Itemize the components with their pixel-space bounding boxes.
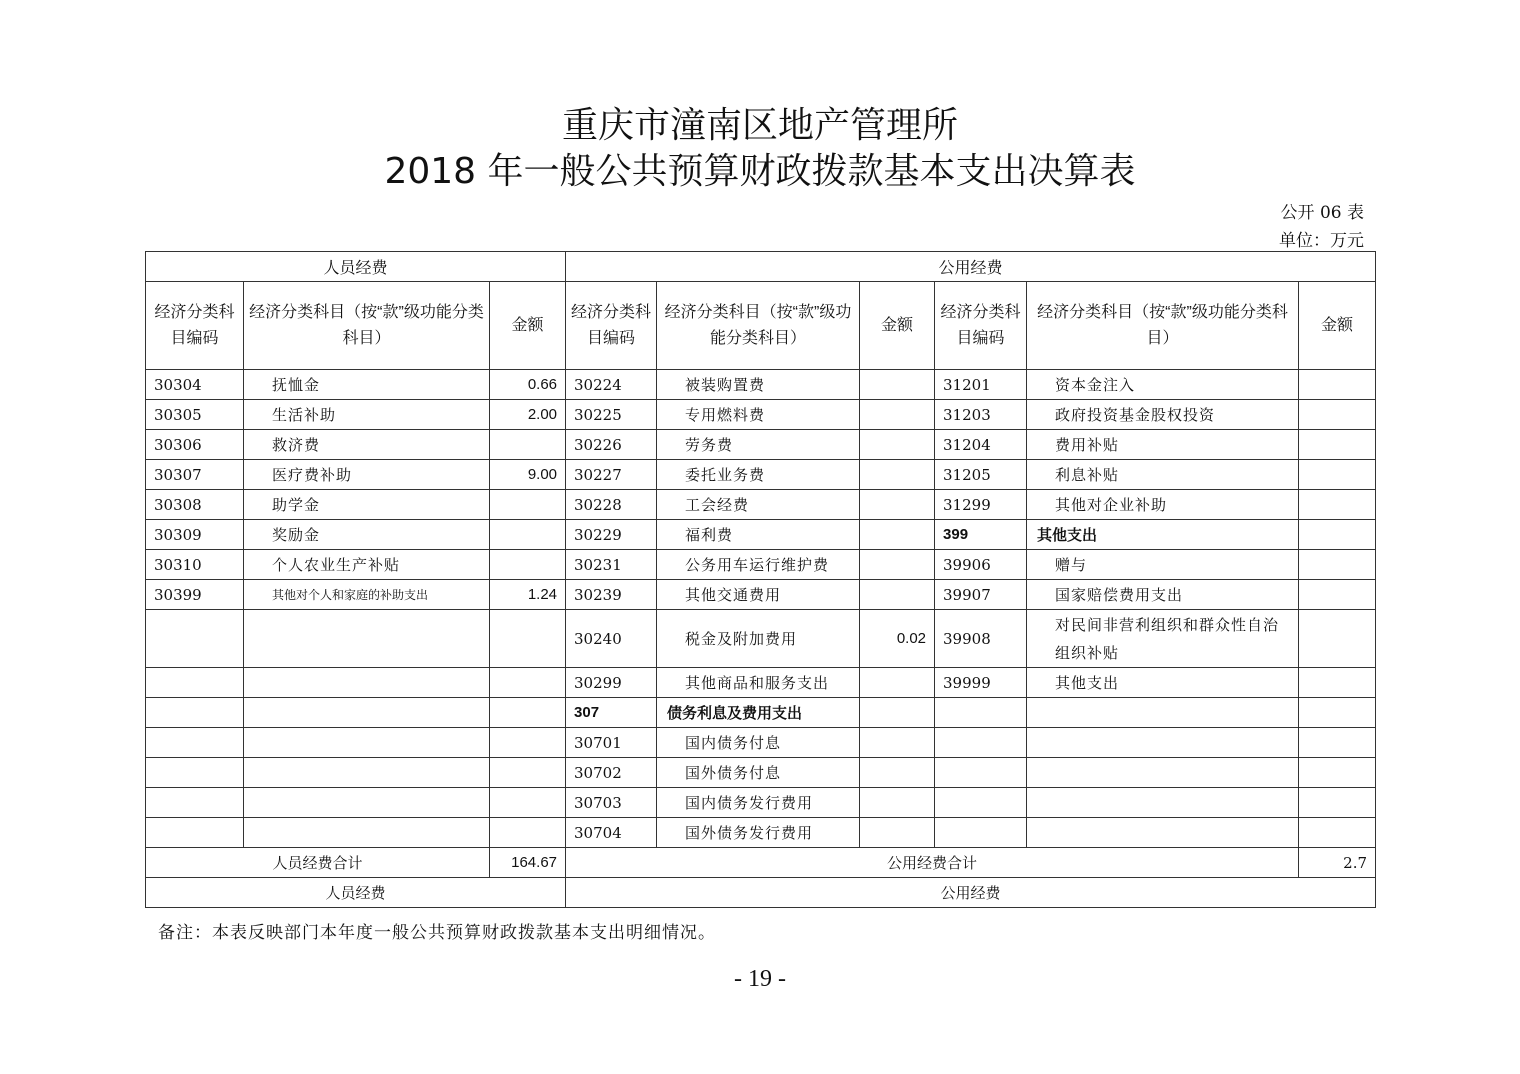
table-row bbox=[146, 610, 1376, 668]
amount-cell bbox=[1299, 460, 1376, 490]
amount-cell: 0.66 bbox=[490, 370, 566, 400]
code-cell: 30309 bbox=[146, 520, 244, 550]
amount-cell bbox=[490, 430, 566, 460]
name-cell: 公务用车运行维护费 bbox=[657, 550, 860, 580]
name-cell: 债务利息及费用支出 bbox=[657, 698, 860, 728]
name-cell bbox=[244, 788, 490, 818]
code-cell bbox=[146, 698, 244, 728]
table-row bbox=[146, 550, 1376, 580]
name-cell: 个人农业生产补贴 bbox=[244, 550, 490, 580]
amount-cell bbox=[860, 668, 935, 698]
name-cell bbox=[1027, 728, 1299, 758]
amount-cell bbox=[1299, 520, 1376, 550]
code-cell: 31203 bbox=[935, 400, 1027, 430]
amount-cell bbox=[490, 758, 566, 788]
name-cell: 国内债务发行费用 bbox=[657, 788, 860, 818]
code-cell bbox=[935, 758, 1027, 788]
code-cell bbox=[146, 818, 244, 848]
section-header-row bbox=[146, 252, 1376, 282]
amount-cell bbox=[1299, 668, 1376, 698]
amount-cell bbox=[860, 758, 935, 788]
amount-cell bbox=[490, 728, 566, 758]
header-amount: 金额 bbox=[490, 282, 566, 370]
name-cell: 国内债务付息 bbox=[657, 728, 860, 758]
amount-cell bbox=[1299, 610, 1376, 668]
amount-cell bbox=[490, 520, 566, 550]
table-row bbox=[146, 668, 1376, 698]
amount-cell: 9.00 bbox=[490, 460, 566, 490]
document-subtitle: 2018 年一般公共预算财政拨款基本支出决算表 bbox=[384, 151, 1136, 192]
code-cell: 30228 bbox=[566, 490, 657, 520]
amount-cell bbox=[1299, 550, 1376, 580]
name-cell: 国外债务付息 bbox=[657, 758, 860, 788]
code-cell: 30306 bbox=[146, 430, 244, 460]
amount-cell bbox=[490, 610, 566, 668]
code-cell: 31201 bbox=[935, 370, 1027, 400]
name-cell: 工会经费 bbox=[657, 490, 860, 520]
name-cell bbox=[1027, 788, 1299, 818]
table-row bbox=[146, 490, 1376, 520]
name-cell: 救济费 bbox=[244, 430, 490, 460]
table-row bbox=[146, 520, 1376, 550]
section-personnel: 人员经费 bbox=[146, 252, 566, 282]
table-row bbox=[146, 370, 1376, 400]
table-row bbox=[146, 728, 1376, 758]
code-cell: 30224 bbox=[566, 370, 657, 400]
code-cell: 30229 bbox=[566, 520, 657, 550]
amount-cell bbox=[1299, 490, 1376, 520]
section-public: 公用经费 bbox=[566, 252, 1376, 282]
code-cell bbox=[146, 788, 244, 818]
name-cell: 其他支出 bbox=[1027, 520, 1299, 550]
table-row bbox=[146, 460, 1376, 490]
code-cell bbox=[146, 668, 244, 698]
name-cell: 抚恤金 bbox=[244, 370, 490, 400]
name-cell: 国外债务发行费用 bbox=[657, 818, 860, 848]
name-cell: 税金及附加费用 bbox=[657, 610, 860, 668]
amount-cell bbox=[860, 788, 935, 818]
name-cell: 其他支出 bbox=[1027, 668, 1299, 698]
code-cell: 31204 bbox=[935, 430, 1027, 460]
footer-row bbox=[146, 878, 1376, 908]
amount-cell bbox=[490, 490, 566, 520]
name-cell bbox=[1027, 818, 1299, 848]
name-cell bbox=[244, 698, 490, 728]
name-cell: 其他对企业补助 bbox=[1027, 490, 1299, 520]
amount-cell bbox=[1299, 698, 1376, 728]
table-row bbox=[146, 788, 1376, 818]
code-cell: 30304 bbox=[146, 370, 244, 400]
header-name-right: 经济分类科目（按“款”级功能分类科目） bbox=[1027, 282, 1299, 370]
code-cell: 399 bbox=[935, 520, 1027, 550]
code-cell: 31205 bbox=[935, 460, 1027, 490]
name-cell: 对民间非营利组织和群众性自治组织补贴 bbox=[1027, 610, 1299, 668]
header-name: 经济分类科目（按“款”级功能分类科目） bbox=[244, 282, 490, 370]
code-cell: 30399 bbox=[146, 580, 244, 610]
name-cell: 生活补助 bbox=[244, 400, 490, 430]
name-cell: 福利费 bbox=[657, 520, 860, 550]
code-cell: 30702 bbox=[566, 758, 657, 788]
amount-cell bbox=[1299, 400, 1376, 430]
amount-cell bbox=[860, 490, 935, 520]
code-cell: 30227 bbox=[566, 460, 657, 490]
amount-cell bbox=[860, 400, 935, 430]
budget-table bbox=[145, 251, 1376, 908]
code-cell bbox=[935, 818, 1027, 848]
code-cell: 30225 bbox=[566, 400, 657, 430]
name-cell bbox=[244, 728, 490, 758]
amount-cell bbox=[860, 698, 935, 728]
amount-cell bbox=[860, 370, 935, 400]
code-cell bbox=[146, 610, 244, 668]
amount-cell: 2.00 bbox=[490, 400, 566, 430]
name-cell: 被装购置费 bbox=[657, 370, 860, 400]
name-cell bbox=[1027, 758, 1299, 788]
footer-personnel: 人员经费 bbox=[146, 878, 566, 908]
totals-row bbox=[146, 848, 1376, 878]
header-amount-right: 金额 bbox=[1299, 282, 1376, 370]
code-cell: 30308 bbox=[146, 490, 244, 520]
code-cell: 30305 bbox=[146, 400, 244, 430]
code-cell: 307 bbox=[566, 698, 657, 728]
name-cell: 助学金 bbox=[244, 490, 490, 520]
header-code-right: 经济分类科目编码 bbox=[935, 282, 1027, 370]
code-cell: 30703 bbox=[566, 788, 657, 818]
name-cell: 专用燃料费 bbox=[657, 400, 860, 430]
personnel-total-label: 人员经费合计 bbox=[146, 848, 490, 878]
code-cell: 30299 bbox=[566, 668, 657, 698]
code-cell bbox=[146, 728, 244, 758]
name-cell: 其他交通费用 bbox=[657, 580, 860, 610]
code-cell: 31299 bbox=[935, 490, 1027, 520]
footer-public: 公用经费 bbox=[566, 878, 1376, 908]
name-cell: 其他商品和服务支出 bbox=[657, 668, 860, 698]
amount-cell: 1.24 bbox=[490, 580, 566, 610]
amount-cell bbox=[860, 818, 935, 848]
name-cell: 劳务费 bbox=[657, 430, 860, 460]
name-cell: 医疗费补助 bbox=[244, 460, 490, 490]
header-amount-mid: 金额 bbox=[860, 282, 935, 370]
amount-cell bbox=[860, 550, 935, 580]
table-row bbox=[146, 430, 1376, 460]
name-cell: 政府投资基金股权投资 bbox=[1027, 400, 1299, 430]
code-cell: 30307 bbox=[146, 460, 244, 490]
public-total-amount: 2.7 bbox=[1299, 848, 1376, 878]
code-cell: 30310 bbox=[146, 550, 244, 580]
amount-cell bbox=[1299, 788, 1376, 818]
code-cell bbox=[935, 728, 1027, 758]
amount-cell bbox=[1299, 758, 1376, 788]
name-cell: 奖励金 bbox=[244, 520, 490, 550]
name-cell: 费用补贴 bbox=[1027, 430, 1299, 460]
code-cell: 30231 bbox=[566, 550, 657, 580]
name-cell: 资本金注入 bbox=[1027, 370, 1299, 400]
amount-cell bbox=[860, 580, 935, 610]
amount-cell bbox=[1299, 580, 1376, 610]
amount-cell bbox=[860, 728, 935, 758]
code-cell bbox=[146, 758, 244, 788]
name-cell: 委托业务费 bbox=[657, 460, 860, 490]
header-name-mid: 经济分类科目（按“款”级功能分类科目） bbox=[657, 282, 860, 370]
header-code-mid: 经济分类科目编码 bbox=[566, 282, 657, 370]
amount-cell bbox=[490, 818, 566, 848]
code-cell: 30226 bbox=[566, 430, 657, 460]
name-cell bbox=[244, 818, 490, 848]
code-cell: 39906 bbox=[935, 550, 1027, 580]
document-title: 重庆市潼南区地产管理所 bbox=[561, 105, 958, 146]
amount-cell bbox=[490, 788, 566, 818]
name-cell: 赠与 bbox=[1027, 550, 1299, 580]
personnel-total-amount: 164.67 bbox=[490, 848, 566, 878]
code-cell: 30239 bbox=[566, 580, 657, 610]
table-number: 公开 06 表 bbox=[1280, 203, 1364, 223]
code-cell: 30701 bbox=[566, 728, 657, 758]
code-cell: 30240 bbox=[566, 610, 657, 668]
name-cell: 国家赔偿费用支出 bbox=[1027, 580, 1299, 610]
header-code: 经济分类科目编码 bbox=[146, 282, 244, 370]
public-total-label: 公用经费合计 bbox=[566, 848, 1299, 878]
name-cell bbox=[244, 610, 490, 668]
table-row bbox=[146, 400, 1376, 430]
amount-cell bbox=[490, 698, 566, 728]
code-cell: 30704 bbox=[566, 818, 657, 848]
code-cell bbox=[935, 788, 1027, 818]
page-number: - 19 - bbox=[734, 966, 786, 992]
amount-cell bbox=[490, 550, 566, 580]
table-row bbox=[146, 698, 1376, 728]
amount-cell bbox=[860, 460, 935, 490]
amount-cell bbox=[860, 520, 935, 550]
code-cell: 39999 bbox=[935, 668, 1027, 698]
amount-cell: 0.02 bbox=[860, 610, 935, 668]
amount-cell bbox=[490, 668, 566, 698]
amount-cell bbox=[860, 430, 935, 460]
name-cell bbox=[244, 668, 490, 698]
amount-cell bbox=[1299, 370, 1376, 400]
code-cell bbox=[935, 698, 1027, 728]
table-row bbox=[146, 818, 1376, 848]
name-cell: 其他对个人和家庭的补助支出 bbox=[244, 580, 490, 610]
table-row bbox=[146, 758, 1376, 788]
amount-cell bbox=[1299, 728, 1376, 758]
code-cell: 39907 bbox=[935, 580, 1027, 610]
column-header-row bbox=[146, 282, 1376, 370]
name-cell bbox=[244, 758, 490, 788]
amount-cell bbox=[1299, 430, 1376, 460]
name-cell bbox=[1027, 698, 1299, 728]
table-note: 备注：本表反映部门本年度一般公共预算财政拨款基本支出明细情况。 bbox=[158, 923, 716, 943]
unit-label: 单位：万元 bbox=[1279, 231, 1364, 251]
amount-cell bbox=[1299, 818, 1376, 848]
name-cell: 利息补贴 bbox=[1027, 460, 1299, 490]
code-cell: 39908 bbox=[935, 610, 1027, 668]
table-row bbox=[146, 580, 1376, 610]
